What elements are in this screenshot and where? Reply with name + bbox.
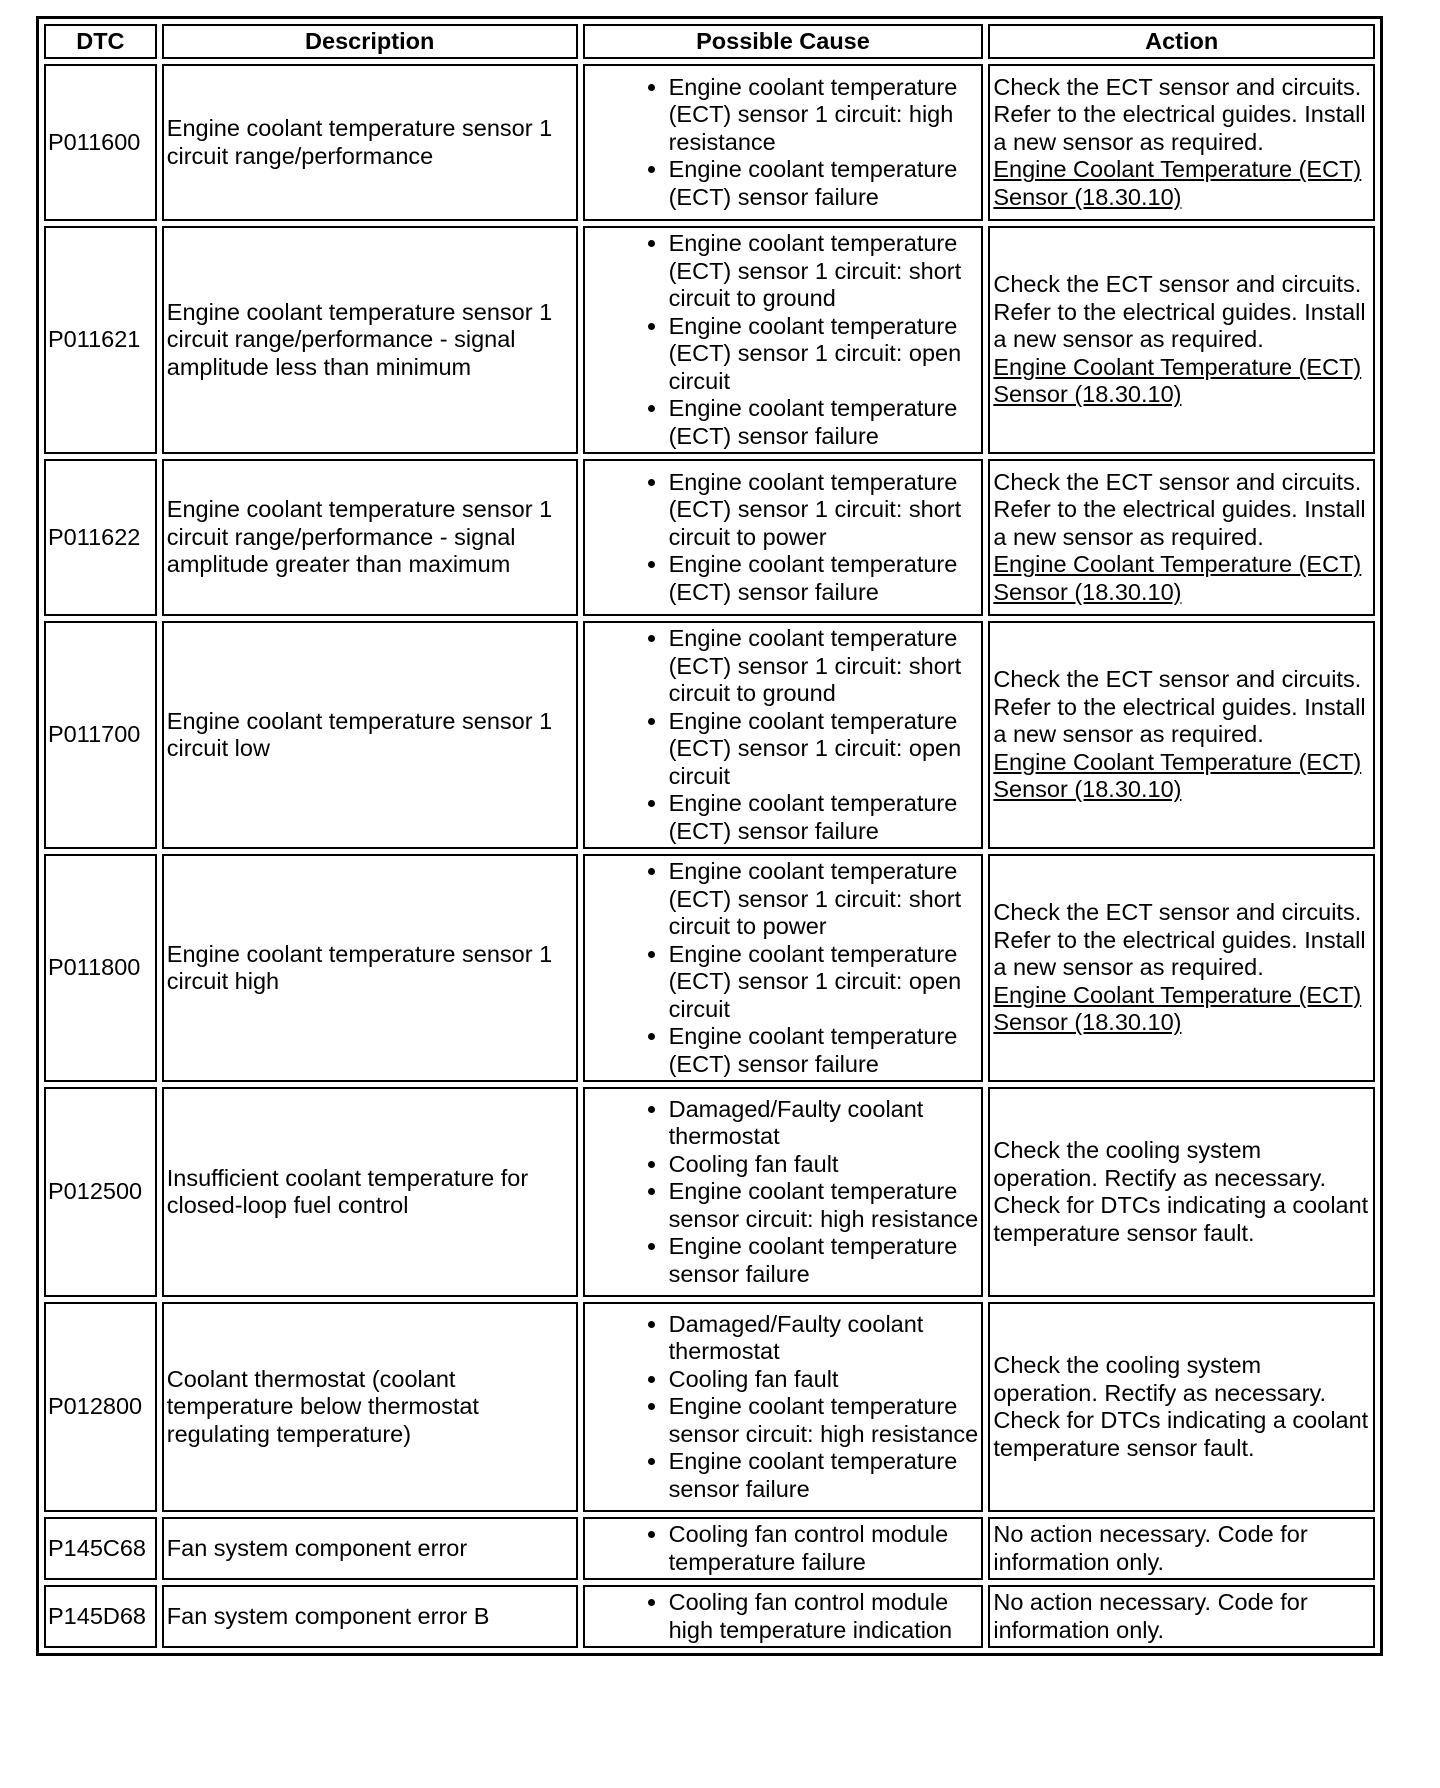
action-text: Check the ECT sensor and circuits. Refer to the electrical guides. Install a new sensor as required. (993, 468, 1366, 550)
cause-list (588, 1521, 979, 1576)
cause-item: • Cooling fan fault (669, 1151, 979, 1179)
possible-cause-cell (583, 1585, 984, 1648)
cause-item: • Engine coolant temperature (ECT) sensor 1 circuit: open circuit (669, 941, 979, 1024)
dtc-code: P011700 (44, 621, 157, 849)
dtc-code: P145D68 (44, 1585, 157, 1648)
cause-list (588, 74, 979, 212)
table-row (44, 226, 1375, 454)
possible-cause-cell (583, 1302, 984, 1512)
table-row (44, 459, 1375, 616)
cause-item: • Engine coolant temperature (ECT) sensor failure (669, 551, 979, 606)
cause-item: • Damaged/Faulty coolant thermostat (669, 1311, 979, 1366)
action-text: Check the ECT sensor and circuits. Refer to the electrical guides. Install a new sensor as required. (993, 271, 1366, 353)
cause-item: • Engine coolant temperature (ECT) sensor 1 circuit: short circuit to ground (669, 625, 979, 708)
dtc-code: P012500 (44, 1087, 157, 1297)
table-row (44, 1585, 1375, 1648)
table-row (44, 1302, 1375, 1512)
possible-cause-cell (583, 459, 984, 616)
cause-item: • Engine coolant temperature (ECT) sensor failure (669, 395, 979, 450)
action-text: No action necessary. Code for information only. (993, 1521, 1308, 1575)
action-text: Check the ECT sensor and circuits. Refer to the electrical guides. Install a new sensor as required. (993, 666, 1366, 748)
procedure-link[interactable]: Engine Coolant Temperature (ECT) Sensor (18.30.10) (993, 353, 1362, 408)
table-row (44, 1087, 1375, 1297)
cause-item: • Damaged/Faulty coolant thermostat (669, 1096, 979, 1151)
table-row (44, 621, 1375, 849)
action-cell (988, 854, 1375, 1082)
header-description: Description (162, 24, 578, 59)
dtc-description: Engine coolant temperature sensor 1 circuit range/performance - signal amplitude greater than maximum (162, 459, 578, 616)
cause-list (588, 625, 979, 845)
cause-item: • Engine coolant temperature (ECT) sensor 1 circuit: open circuit (669, 708, 979, 791)
cause-item: • Engine coolant temperature (ECT) sensor failure (669, 790, 979, 845)
possible-cause-cell (583, 621, 984, 849)
action-cell (988, 1087, 1375, 1297)
dtc-code: P011622 (44, 459, 157, 616)
cause-item: • Engine coolant temperature (ECT) sensor 1 circuit: short circuit to ground (669, 230, 979, 313)
action-cell (988, 1302, 1375, 1512)
cause-item: • Engine coolant temperature (ECT) sensor 1 circuit: open circuit (669, 313, 979, 396)
possible-cause-cell (583, 226, 984, 454)
table-row (44, 1517, 1375, 1580)
procedure-link[interactable]: Engine Coolant Temperature (ECT) Sensor (18.30.10) (993, 551, 1362, 605)
procedure-link[interactable]: Engine Coolant Temperature (ECT) Sensor (18.30.10) (993, 981, 1362, 1036)
cause-list (588, 1311, 979, 1504)
dtc-code: P011621 (44, 226, 157, 454)
cause-item: • Engine coolant temperature (ECT) sensor failure (669, 156, 979, 211)
cause-list (588, 1096, 979, 1289)
cause-item: • Engine coolant temperature sensor failure (669, 1233, 979, 1288)
cause-list (588, 469, 979, 607)
cause-item: • Cooling fan control module temperature failure (669, 1521, 979, 1576)
cause-list (588, 858, 979, 1078)
procedure-link[interactable]: Engine Coolant Temperature (ECT) Sensor (18.30.10) (993, 156, 1362, 210)
dtc-description: Engine coolant temperature sensor 1 circuit low (162, 621, 578, 849)
possible-cause-cell (583, 1517, 984, 1580)
dtc-code: P011800 (44, 854, 157, 1082)
header-row (44, 24, 1375, 59)
dtc-code: P012800 (44, 1302, 157, 1512)
possible-cause-cell (583, 1087, 984, 1297)
action-text: No action necessary. Code for information only. (993, 1589, 1308, 1643)
cause-list (588, 230, 979, 450)
cause-item: • Engine coolant temperature sensor failure (669, 1448, 979, 1503)
dtc-description: Fan system component error (162, 1517, 578, 1580)
table-row (44, 64, 1375, 221)
cause-item: • Engine coolant temperature (ECT) sensor 1 circuit: short circuit to power (669, 469, 979, 552)
cause-item: • Engine coolant temperature sensor circuit: high resistance (669, 1178, 979, 1233)
cause-item: • Cooling fan control module high temperature indication (669, 1589, 979, 1644)
possible-cause-cell (583, 64, 984, 221)
action-cell (988, 621, 1375, 849)
dtc-description: Engine coolant temperature sensor 1 circuit range/performance - signal amplitude less than minimum (162, 226, 578, 454)
action-cell (988, 1585, 1375, 1648)
cause-item: • Engine coolant temperature (ECT) sensor 1 circuit: high resistance (669, 74, 979, 157)
action-cell (988, 64, 1375, 221)
cause-item: • Cooling fan fault (669, 1366, 979, 1394)
dtc-code: P011600 (44, 64, 157, 221)
action-text: Check the ECT sensor and circuits. Refer to the electrical guides. Install a new sensor as required. (993, 899, 1366, 981)
dtc-code: P145C68 (44, 1517, 157, 1580)
action-text: Check the ECT sensor and circuits. Refer to the electrical guides. Install a new sensor as required. (993, 73, 1366, 155)
dtc-description: Coolant thermostat (coolant temperature below thermostat regulating temperature) (162, 1302, 578, 1512)
action-cell (988, 459, 1375, 616)
cause-item: • Engine coolant temperature (ECT) sensor 1 circuit: short circuit to power (669, 858, 979, 941)
possible-cause-cell (583, 854, 984, 1082)
cause-item: • Engine coolant temperature (ECT) sensor failure (669, 1023, 979, 1078)
cause-item: • Engine coolant temperature sensor circuit: high resistance (669, 1393, 979, 1448)
dtc-description: Fan system component error B (162, 1585, 578, 1648)
table-row (44, 854, 1375, 1082)
action-cell (988, 1517, 1375, 1580)
procedure-link[interactable]: Engine Coolant Temperature (ECT) Sensor (18.30.10) (993, 748, 1362, 803)
action-text: Check the cooling system operation. Rectify as necessary. Check for DTCs indicating a coolant temperature sensor fault. (993, 1137, 1369, 1246)
action-cell (988, 226, 1375, 454)
header-possible-cause: Possible Cause (583, 24, 984, 59)
header-dtc: DTC (44, 24, 157, 59)
action-text: Check the cooling system operation. Rectify as necessary. Check for DTCs indicating a coolant temperature sensor fault. (993, 1352, 1369, 1461)
header-action: Action (988, 24, 1375, 59)
dtc-description: Engine coolant temperature sensor 1 circuit range/performance (162, 64, 578, 221)
dtc-table (36, 16, 1383, 1656)
dtc-description: Insufficient coolant temperature for closed-loop fuel control (162, 1087, 578, 1297)
cause-list (588, 1589, 979, 1644)
dtc-description: Engine coolant temperature sensor 1 circuit high (162, 854, 578, 1082)
